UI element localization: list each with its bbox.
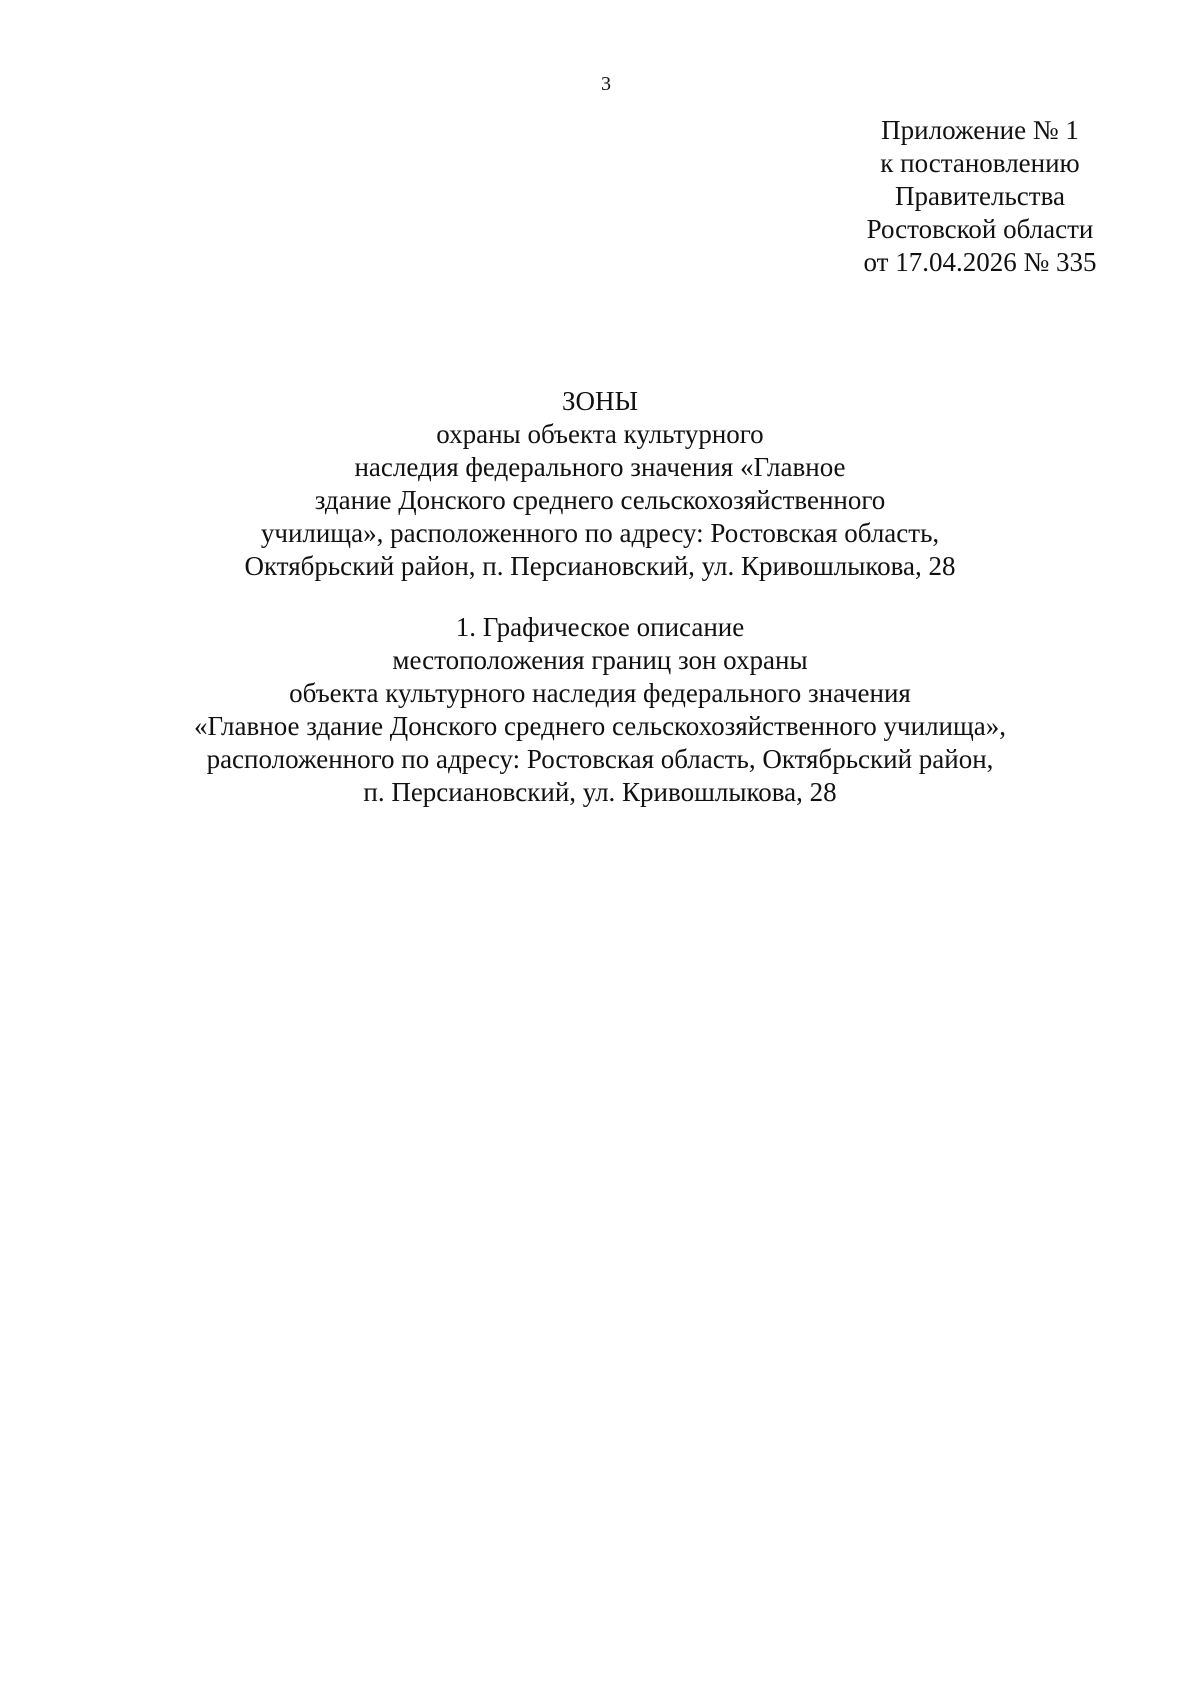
- appendix-line-region: Ростовской области: [866, 214, 1094, 244]
- appendix-line-resolution: к постановлению: [880, 148, 1080, 178]
- section-line: расположенного по адресу: Ростовская область, Октябрьский район,: [206, 744, 994, 774]
- title-line: Октябрьский район, п. Персиановский, ул. Кривошлыкова, 28: [244, 551, 956, 581]
- title-heading: ЗОНЫ: [561, 386, 639, 416]
- section-line: 1. Графическое описание: [455, 612, 745, 642]
- document-title: [150, 385, 1050, 583]
- page-number: 3: [601, 73, 611, 95]
- section-line: объекта культурного наследия федерального значения: [289, 678, 911, 708]
- title-line: наследия федерального значения «Главное: [354, 452, 846, 482]
- appendix-line-date: от 17.04.2026 № 335: [863, 247, 1097, 277]
- title-line: охраны объекта культурного: [436, 419, 764, 449]
- title-line: здание Донского среднего сельскохозяйственного: [314, 485, 886, 515]
- section-1-heading: [150, 611, 1050, 809]
- section-line: местоположения границ зон охраны: [392, 645, 808, 675]
- title-line: училища», расположенного по адресу: Ростовская область,: [260, 518, 940, 548]
- appendix-block: [820, 114, 1140, 279]
- section-line: «Главное здание Донского среднего сельскохозяйственного училища»,: [193, 711, 1007, 741]
- appendix-line-number: Приложение № 1: [881, 115, 1079, 145]
- appendix-line-government: Правительства: [895, 181, 1065, 211]
- section-line: п. Персиановский, ул. Кривошлыкова, 28: [363, 777, 837, 807]
